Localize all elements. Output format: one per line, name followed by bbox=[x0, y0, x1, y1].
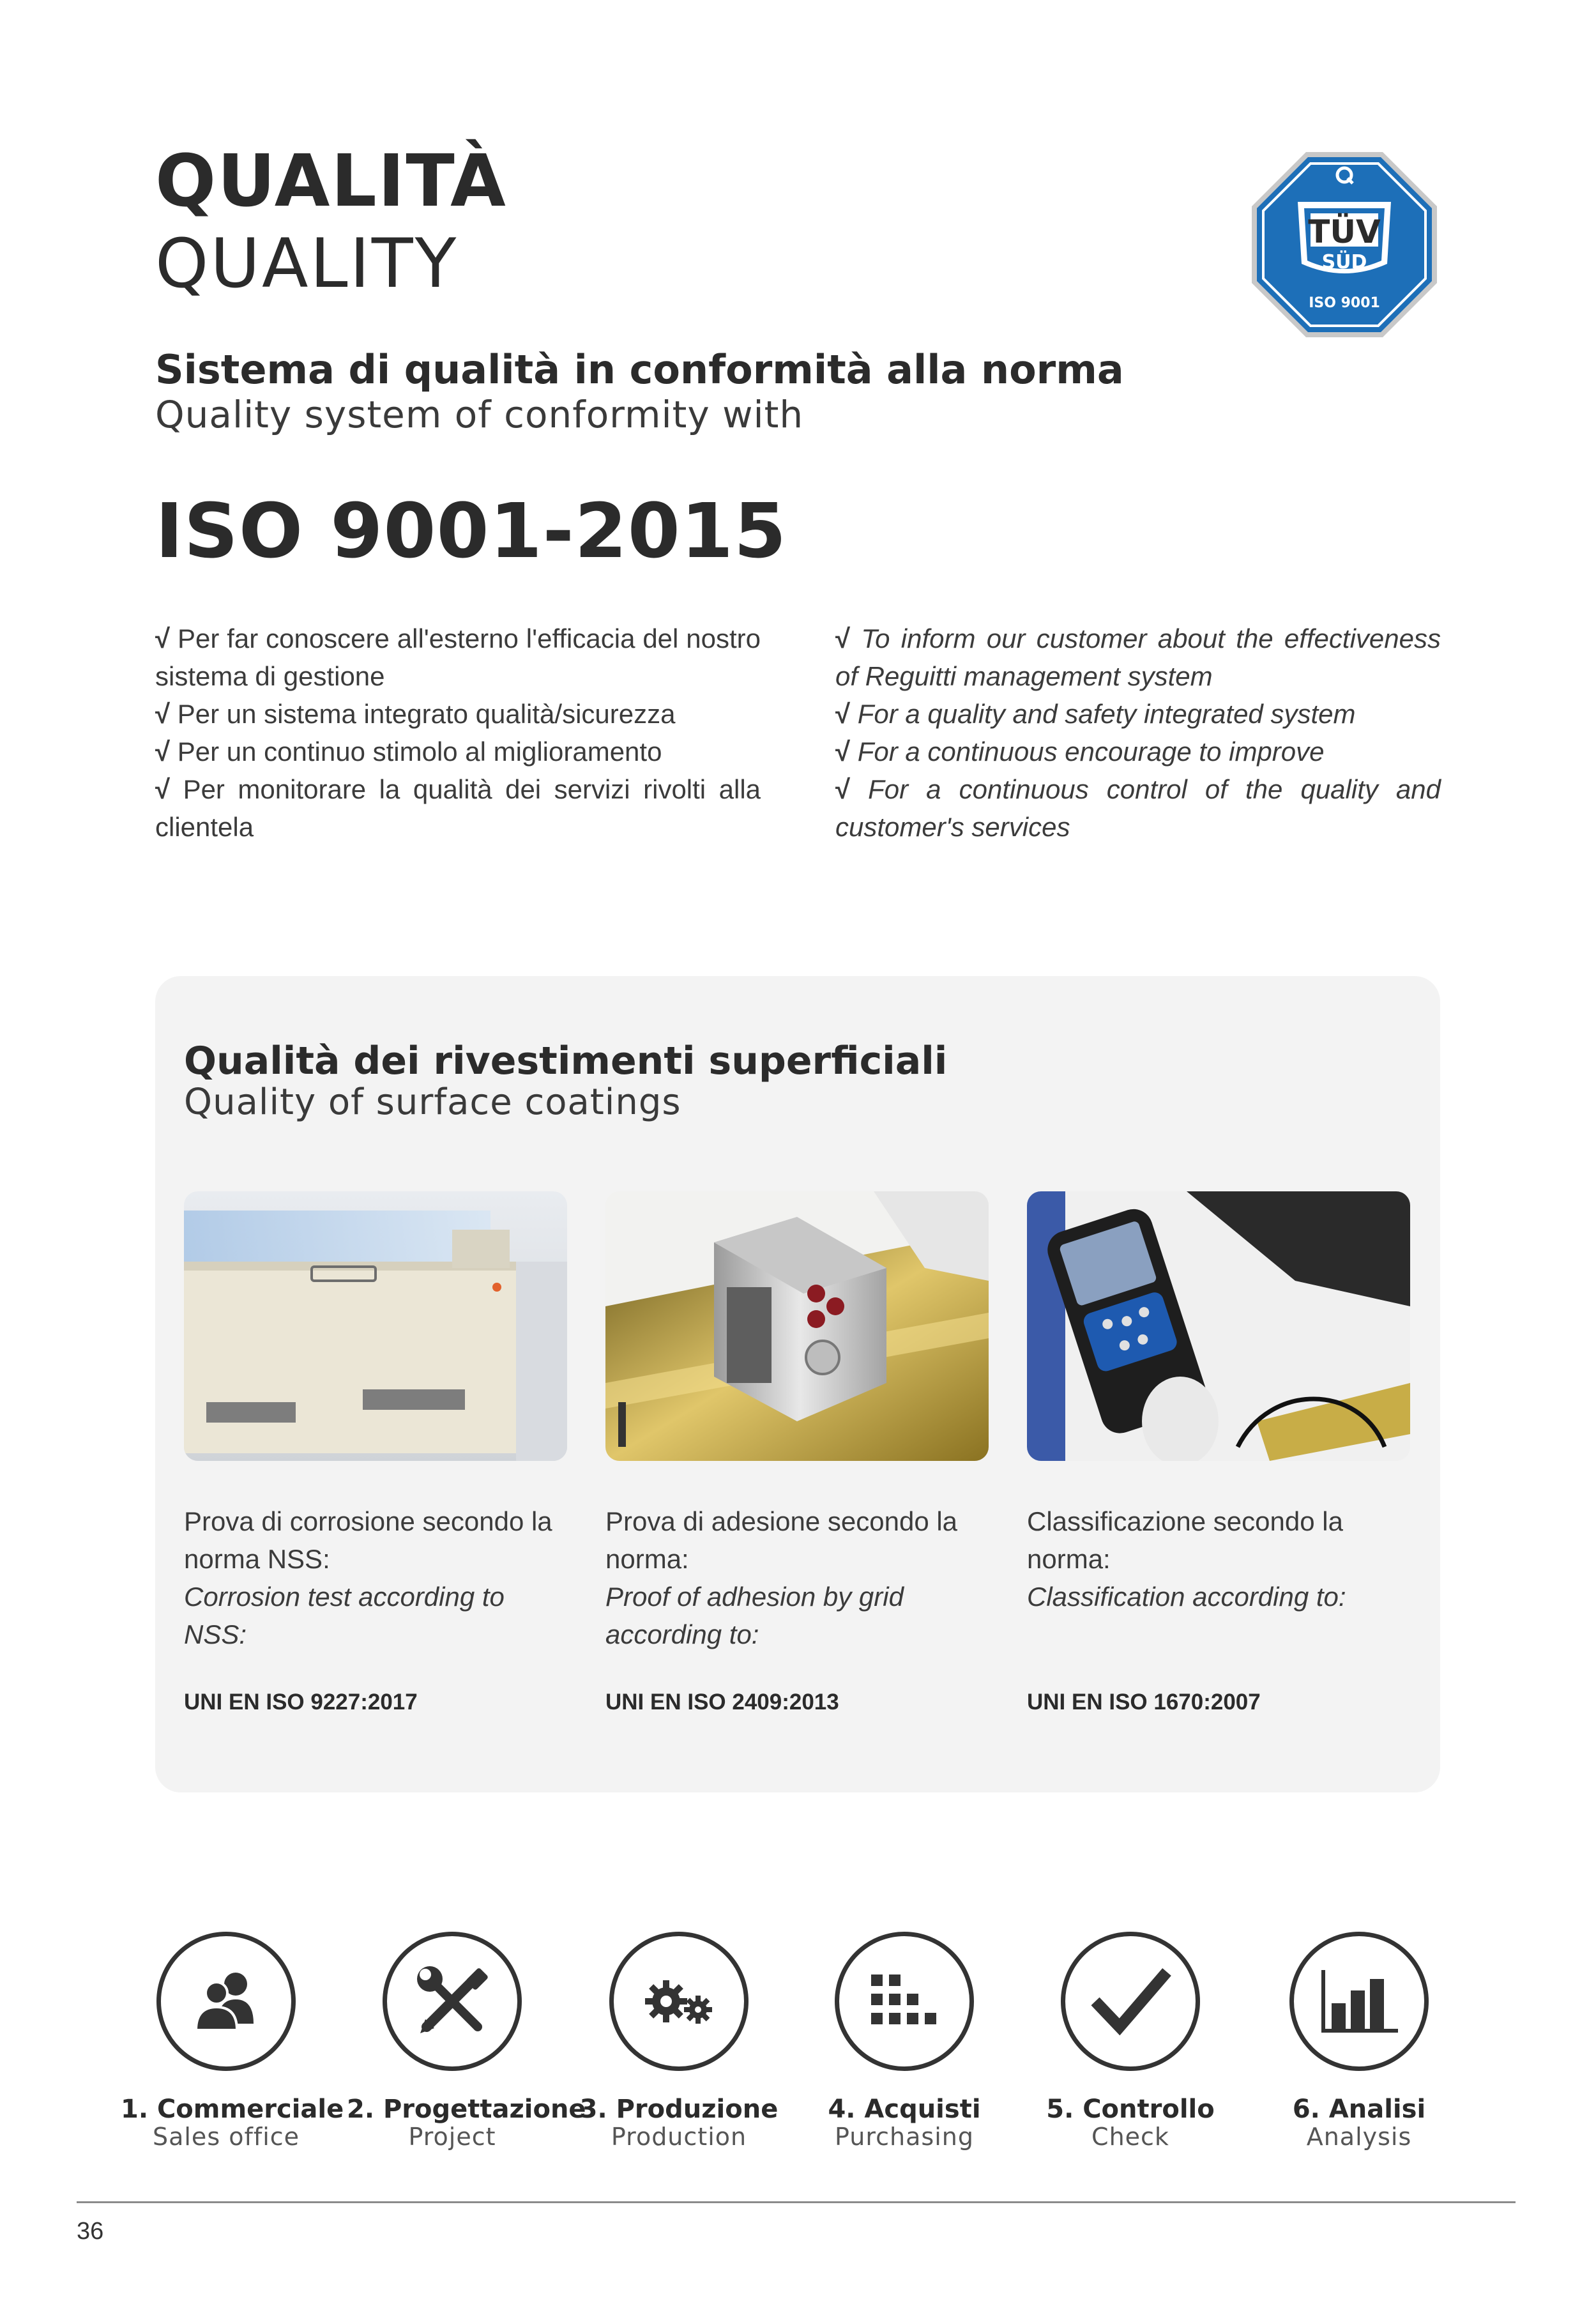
step-label-it: 4. Acquisti bbox=[828, 2095, 981, 2124]
process-step-check bbox=[1025, 1932, 1236, 2149]
bullet-item: √ Per un sistema integrato qualità/sicurezza bbox=[155, 699, 676, 729]
bar-chart-icon bbox=[1318, 1966, 1401, 2036]
process-step-production bbox=[574, 1932, 784, 2149]
bullet-item: √ To inform our customer about the effectiveness of Reguitti management system bbox=[835, 623, 1441, 691]
bullet-item: √ Per un continuo stimolo al miglioramento bbox=[155, 737, 662, 767]
check-icon bbox=[1089, 1963, 1172, 2040]
step-label-en: Sales office bbox=[152, 2123, 300, 2151]
coating-card bbox=[184, 1191, 567, 1715]
coatings-title-it: Qualità dei rivestimenti superficiali bbox=[184, 1039, 948, 1083]
footer-divider bbox=[77, 2201, 1516, 2203]
step-label-en: Purchasing bbox=[835, 2123, 974, 2151]
step-label-en: Check bbox=[1091, 2123, 1169, 2151]
coating-card bbox=[1027, 1191, 1410, 1715]
subtitle-it: Sistema di qualità in conformità alla norma bbox=[155, 346, 1124, 393]
bullet-list-it bbox=[155, 620, 761, 846]
step-label-en: Production bbox=[611, 2123, 747, 2151]
coatings-panel bbox=[155, 976, 1440, 1792]
step-label-en: Analysis bbox=[1306, 2123, 1412, 2151]
card-desc-en: Corrosion test according to NSS: bbox=[184, 1582, 505, 1649]
card-norm: UNI EN ISO 1670:2007 bbox=[1027, 1690, 1261, 1715]
bullet-item: √ For a continuous control of the quality and customer's services bbox=[835, 774, 1441, 842]
process-step-sales bbox=[121, 1932, 344, 2151]
thickness-gauge-photo bbox=[1027, 1191, 1410, 1461]
salt-spray-chamber-photo bbox=[184, 1191, 567, 1461]
card-desc-it: Prova di corrosione secondo la norma NSS: bbox=[184, 1506, 552, 1574]
bullet-item: √ For a quality and safety integrated system bbox=[835, 699, 1356, 729]
users-icon bbox=[191, 1966, 261, 2036]
tools-icon bbox=[414, 1963, 490, 2040]
bullet-item: √ Per monitorare la qualità dei servizi rivolti alla clientela bbox=[155, 774, 761, 842]
bullet-item: √ Per far conoscere all'esterno l'efficacia del nostro sistema di gestione bbox=[155, 623, 761, 691]
coatings-title-en: Quality of surface coatings bbox=[184, 1081, 681, 1123]
page-title-en: QUALITY bbox=[155, 224, 459, 303]
bullet-list-en bbox=[835, 620, 1441, 846]
svg-text:TÜV: TÜV bbox=[1308, 213, 1381, 250]
card-desc-en: Classification according to: bbox=[1027, 1582, 1346, 1612]
card-norm: UNI EN ISO 9227:2017 bbox=[184, 1690, 418, 1715]
svg-text:SÜD: SÜD bbox=[1321, 251, 1367, 273]
card-norm: UNI EN ISO 2409:2013 bbox=[605, 1690, 839, 1715]
page-title-it: QUALITÀ bbox=[155, 140, 507, 223]
step-label-it: 3. Produzione bbox=[579, 2095, 779, 2124]
svg-text:ISO 9001: ISO 9001 bbox=[1309, 295, 1380, 311]
process-step-analysis bbox=[1254, 1932, 1464, 2149]
step-label-it: 2. Progettazione bbox=[347, 2095, 586, 2124]
grid-icon bbox=[866, 1969, 943, 2033]
card-desc-it: Prova di adesione secondo la norma: bbox=[605, 1506, 958, 1574]
process-step-project bbox=[347, 1932, 586, 2151]
step-label-it: 5. Controllo bbox=[1046, 2095, 1215, 2124]
subtitle-en: Quality system of conformity with bbox=[155, 393, 804, 436]
card-desc-en: Proof of adhesion by grid according to: bbox=[605, 1582, 904, 1649]
tuv-sud-badge-icon bbox=[1252, 152, 1437, 337]
step-label-it: 6. Analisi bbox=[1292, 2095, 1426, 2124]
step-label-en: Project bbox=[408, 2123, 496, 2151]
gears-icon bbox=[641, 1973, 717, 2030]
coating-card bbox=[605, 1191, 989, 1715]
bullet-item: √ For a continuous encourage to improve bbox=[835, 737, 1325, 767]
process-step-purchasing bbox=[799, 1932, 1010, 2149]
page-number: 36 bbox=[77, 2218, 104, 2245]
card-desc-it: Classificazione secondo la norma: bbox=[1027, 1506, 1343, 1574]
adhesion-test-photo bbox=[605, 1191, 989, 1461]
standard-title: ISO 9001-2015 bbox=[155, 487, 787, 575]
step-label-it: 1. Commerciale bbox=[121, 2095, 344, 2124]
